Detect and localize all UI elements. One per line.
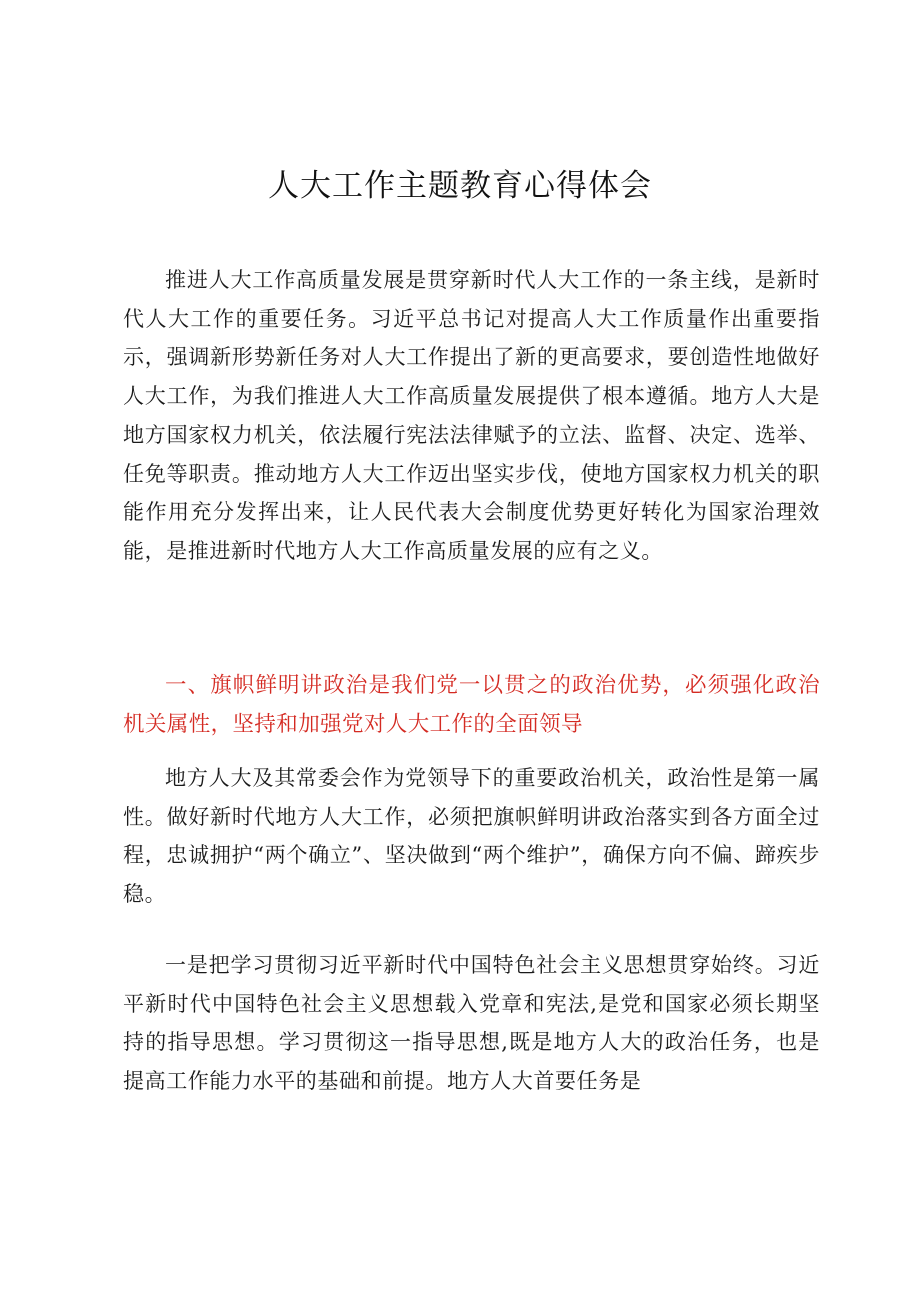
paragraph-section-1: 地方人大及其常委会作为党领导下的重要政治机关，政治性是第一属性。做好新时代地方人大工作，必须把旗帜鲜明讲政治落实到各方面全过程，忠诚拥护“两个确立”、坚决做到“两个维护”，确保方向不偏、蹄疾步稳。 [123,766,820,907]
document-title: 人大工作主题教育心得体会 [268,168,652,204]
paragraph-intro: 推进人大工作高质量发展是贯穿新时代人大工作的一条主线，是新时代人大工作的重要任务。习近平总书记对提高人大工作质量作出重要指示，强调新形势新任务对人大工作提出了新的更高要求，要创造性地做好人大工作，为我们推进人大工作高质量发展提供了根本遵循。地方人大是地方国家权力机关，依法履行宪法法律赋予的立法、监督、决定、选举、任免等职责。推动地方人大工作迈出坚实步伐，使地方国家权力机关的职能作用充分发挥出来，让人民代表大会制度优势更好转化为国家治理效能，是推进新时代地方人大工作高质量发展的应有之义。 [123,268,820,563]
section-heading-1: 一、旗帜鲜明讲政治是我们党一以贯之的政治优势，必须强化政治机关属性，坚持和加强党对人大工作的全面领导 [123,673,820,737]
paragraph-point-1: 一是把学习贯彻习近平新时代中国特色社会主义思想贯穿始终。习近平新时代中国特色社会主义思想载入党章和宪法,是党和国家必须长期坚持的指导思想。学习贯彻这一指导思想,既是地方人大的政治任务，也是提高工作能力水平的基础和前提。地方人大首要任务是 [123,953,820,1094]
